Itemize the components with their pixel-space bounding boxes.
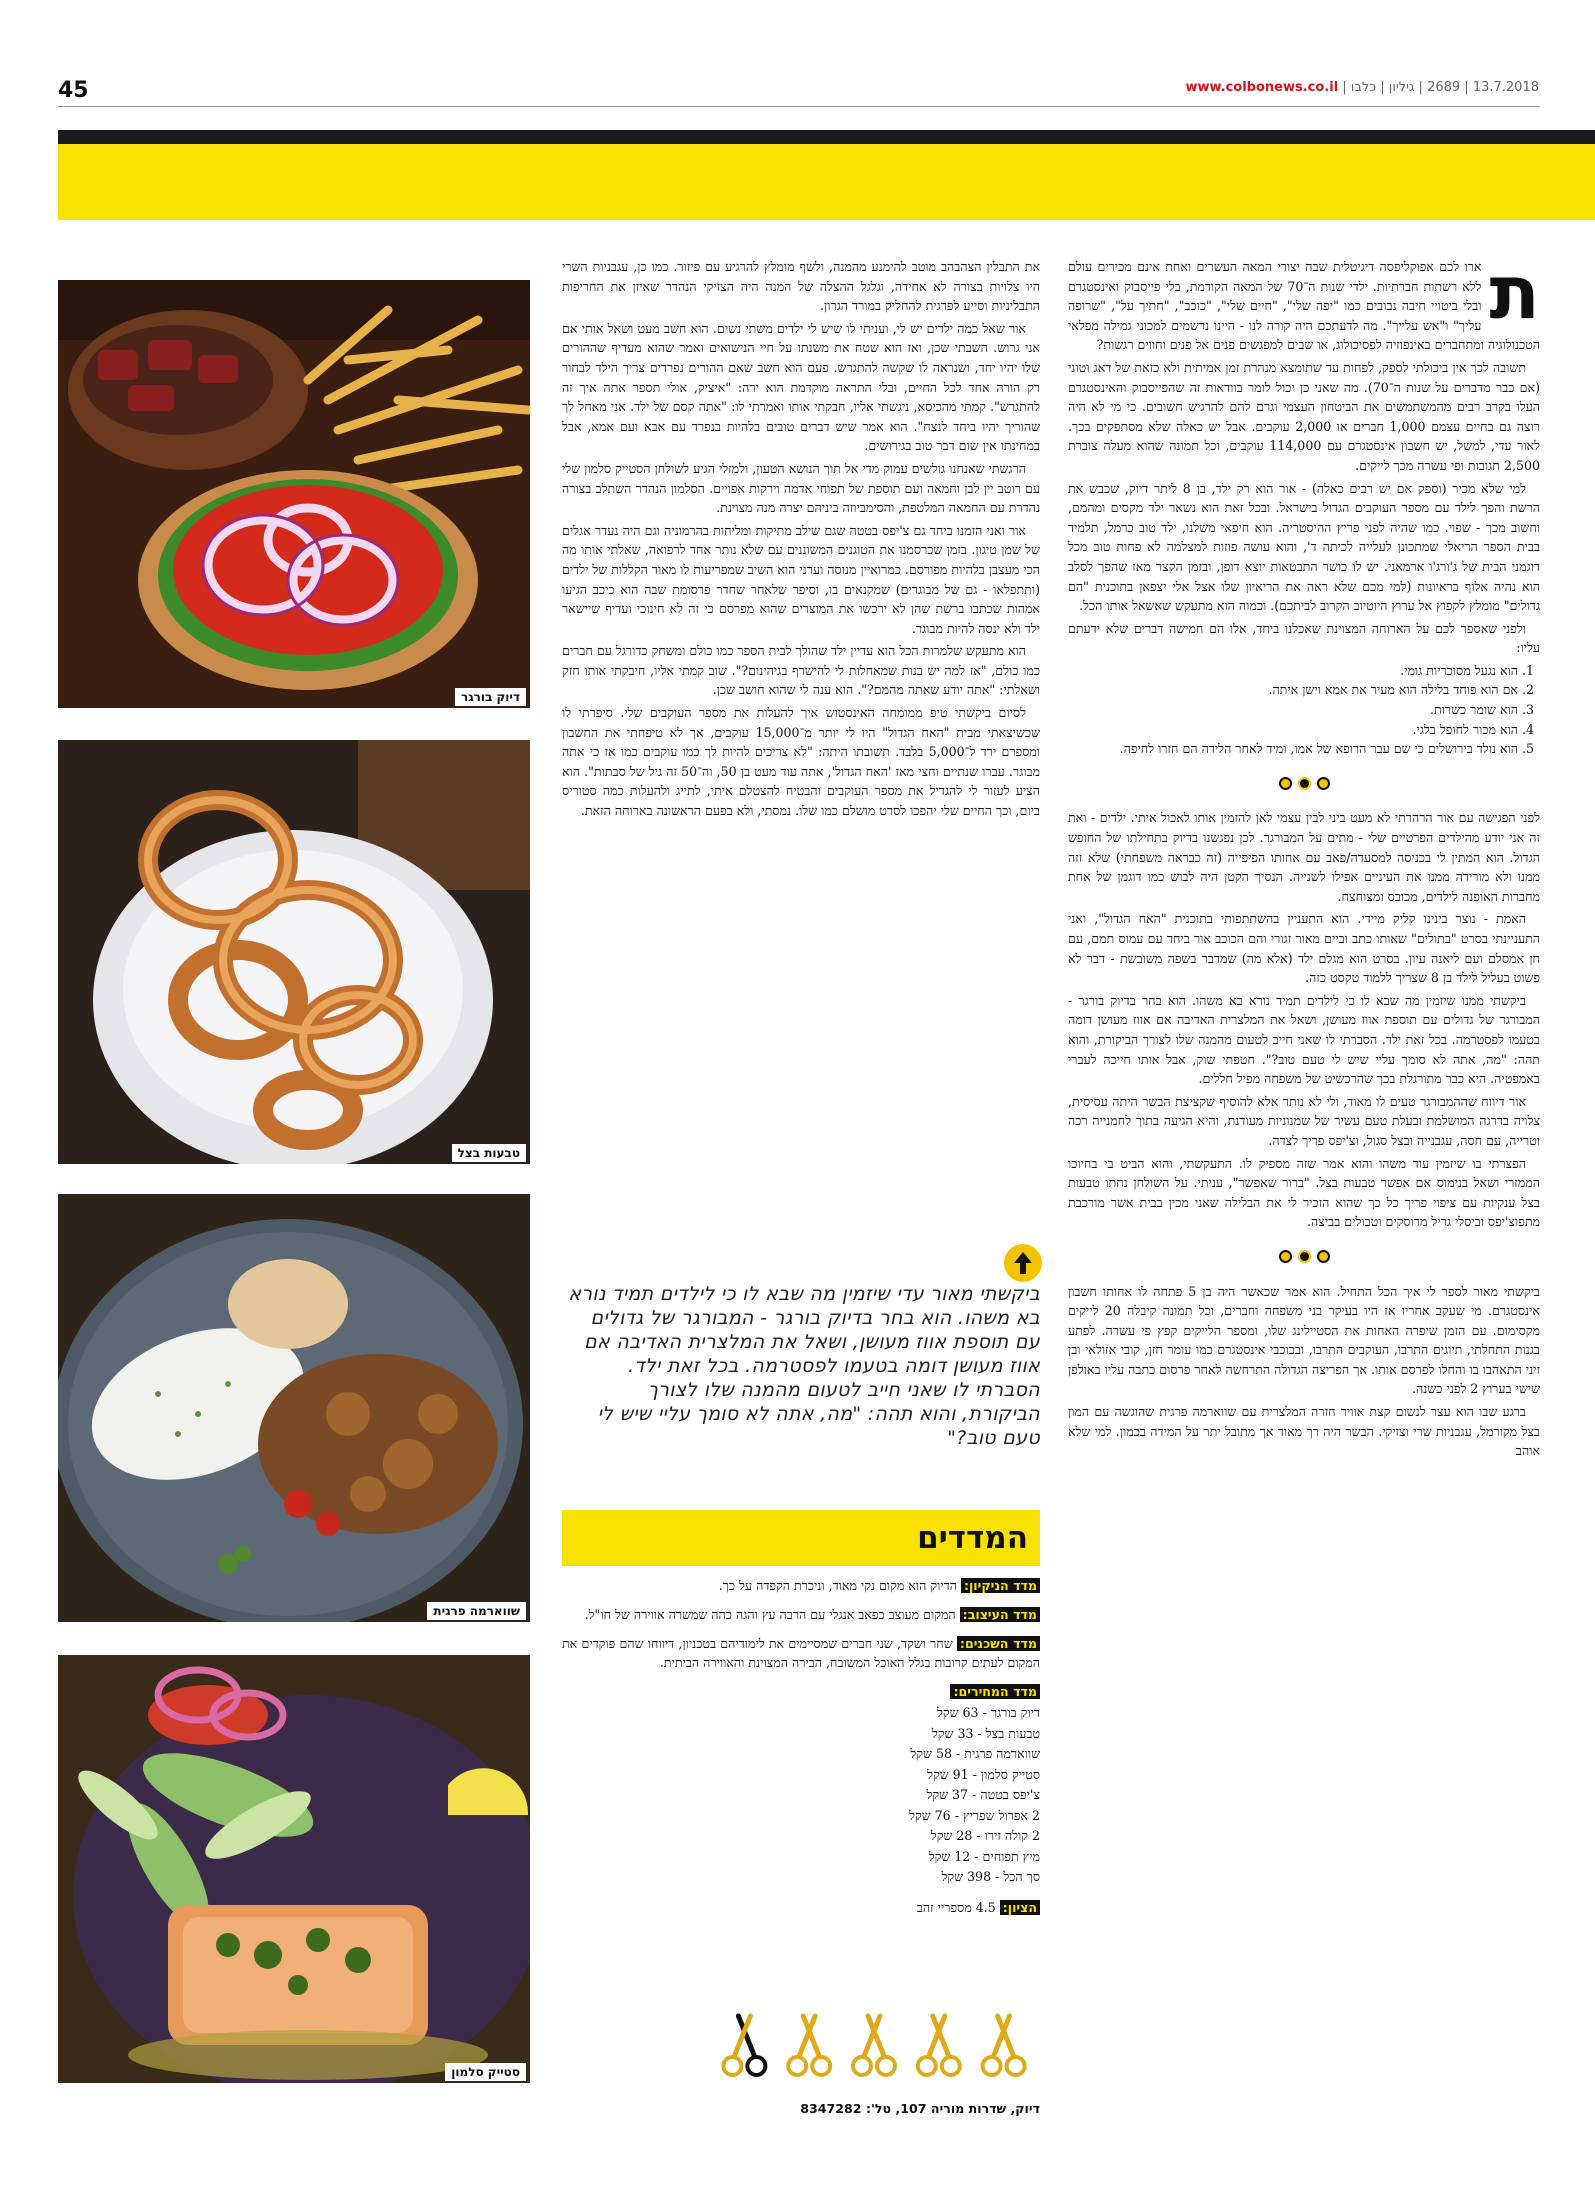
issue-meta: 13.7.2018 | 2689 | גיליון | כלבו xyxy=(1350,80,1539,95)
paragraph: את התבלין הצהבהב מוטב להימנע מהמנה, ולשף מומלץ להרגיע עם פיזור. כמו כן, עגבניות השרי היו צלויות בצורה לא אחידה, וגלגל ההצלה של המנה היה הצזיקי הנהדר שאיזן את החריפות התבליניות וסייע לפרגית להחליק במורד הגרון. xyxy=(562,259,1040,314)
drop-cap: ת xyxy=(1489,250,1540,336)
rating-score xyxy=(562,1898,1040,1917)
paragraph: הפצרתי בו שיזמין עוד משהו והוא אמר שזה מספיק לו. התעקשתי, והוא הביט בי בחיוכו הממזרי ושאל בנימוס אם אפשר טבעות בצל. "ברור שאפשר", עניתי. על השולחן נחתו טבעות בצל ענקיות עם ציפוי פריך כל כך שהוא הזכיר לי את הבלילה שאני מכין בבית אשר מורכבת מתפוצ'יפס וביסלי גריל מרוסקים וטבולים בביצה. xyxy=(1068,1155,1540,1230)
paragraph: ביקשתי מאור לספר לי איך הכל התחיל. הוא אמר שכאשר היה בן 5 פתחה לו אחותו חשבון אינסטגרם. מי שעקב אחריו אז היו בעיקר בני משפחה וחברים, וכל תמונה קיבלה 20 לייקים מקסימום. עם הזמן שיפרה האחות את הסטיילינג שלו, ומספר הלייקים קפץ פי עשרה. לפתע בגנות התחלתי, תיוגים התרבו, העוקבים התרבו, ובכוכבי אינסטגרם כמו עומר חזן, קובי אזולאי ובן זיני התאהבו בו והחלו לפרסם אותו. אך הפריצה הגדולה התרחשה לאחר פרסום כתבה עליו באולפן שישי בערוץ 2 לפני כשנה. xyxy=(1068,1283,1540,1397)
photo-caption: דיוק בורגר xyxy=(455,688,526,706)
separator-dot-icon xyxy=(1298,1250,1311,1263)
rating-label: הציון: xyxy=(1000,1900,1040,1915)
paragraph: למי שלא מכיר (וספק אם יש רבים כאלה) - אור הוא רק ילד, בן 8 ליתר דיוק, שכבש את הרשת והפך לילד עם מספר העוקבים הגדול בישראל. ובכל זאת הוא נשאר ילד מקסים ומהמם, וחשוב מכך - שפוי. כמו שהיה לפני פריץ ההיסטריה. הוא חיפאי משלנו, ילד טוב כרמל, תלמיד בבית הספר הריאלי שמתכונן לעלייה לכיתה ד', והוא עושה פוזות למצלמה לא פחות טוב מכל דוגמני הבית של ג'ורג'ו ארמאני. יש לו כושר התבטאות יוצא דופן, ובזמן הקצר מאז שהפך לסלב הוא נהיה אלוף בראיונות (למי מכם שלא ראה את הריאיון שלו אצל אלי יצפאן בתוכנית "הם גדולים" מומלץ לקפוץ אל ערוץ היוטיוב הקרוב לביתכם). וכמוה הוא מתעקש שאשאל אותו הכל. xyxy=(1068,480,1540,614)
separator-dot-icon xyxy=(1317,777,1330,790)
photo-salmon xyxy=(58,1655,530,2083)
burger-and-fries-photo xyxy=(58,280,530,708)
rating-text: הדיוק הוא מקום נקי מאוד, וניכרת הקפדה על כך. xyxy=(718,1578,957,1593)
separator-dot-icon xyxy=(1279,777,1292,790)
paragraph: אור שאל כמה ילדים יש לי, ועניתי לו שיש לי ילדים משתי נשים. הוא חשב מעט ושאל אותי אם אני גרוש. השבתי שכן, ואז הוא שטח את משנתו על חיי הנישואים ואמר שהוא מעדיף שההורים שלו יהיו יחד, ושנראה לו שקשה להתגרש. פעם הוא חשב שאם ההורים נפרדים צריך הילד לבחור רק הורה אחד לכל החיים, ובלי התראה מוקדמת הוא ירה: "איציק, אולי תספר אתה איך זה להתגרש". קמתי מהכיסא, ניגשתי אליו, חבקתי אותו ואמרתי לו: "אתה קסם של ילד. אני מאחל לך שהוריך יהיו ביחד לנצח". הוא אמר שיש דברים טובים בלהיות בנפרד עם אבא ועם אמא, אבל במחינתו אין שום דבר טוב בגירושים. xyxy=(562,320,1040,454)
photo-shawarma xyxy=(58,1194,530,1622)
rating-neighbors xyxy=(562,1634,1040,1672)
quote-arrow-icon xyxy=(1004,1244,1042,1282)
list-item: 2. אם הוא פוחד בלילה הוא מעיר את אמא וישן איתה. xyxy=(1068,680,1518,700)
list-item: 3. הוא שומר כשרות. xyxy=(1068,700,1518,720)
rating-label: מדד העיצוב: xyxy=(960,1607,1040,1622)
photo-burger xyxy=(58,280,530,708)
shawarma-plate-photo xyxy=(58,1194,530,1622)
paragraph: הרגשתי שאנחנו גולשים עמוק מדי אל תוך הנושא הטעון, ולמזלי הגיע לשולחן הסטייק סלמון שלי עם רוטב יין לבן וחמאה ועם תוספת של תפוחי אדמה וירקות אפויים. הסלמון הנהדר השתלב בצורה נהדרת עם החמאה המלטפת, והסימביוזה ביניהם יצרה מנה מצוינת. xyxy=(562,460,1040,516)
scissors-icon xyxy=(788,2016,830,2075)
banner-dark-stripe xyxy=(58,130,1595,144)
paragraph: לסיום ביקשתי טיפ ממומחה האינסטוש איך להעלות את מספר העוקבים שלי. סיפרתי לו שכשיצאתי מבית "האח הגדול" היו לי יותר מ־15,000 עוקבים, אך לא טיפחתי את החשבון ומספרם ירד ל־5,000 בלבד. תשובתו היתה: "לא צריכים להיות לך כמו עוקבים כמו אז כי אתה מבוגר. עברו שנתיים וחצי מאז 'האח הגדול', אתה עוד מעט בן 50, וה־50 זה גיל של סבתות". הוא הציע לעזור לי להגדיל את מספר העוקבים והבטיח להצטלם איתי, לתייג ולהעלות כמה סטוריס ביום, וכך החיים שלי יהפכו לסרט מושלם כמו שלו. נמסתי, ולא בפעם הראשונה בארוחה הזאת. xyxy=(562,705,1040,819)
rating-design xyxy=(562,1605,1040,1624)
facts-list xyxy=(1068,661,1540,759)
separator-dot-icon xyxy=(1298,777,1311,790)
price-item: מיץ תפוחים - 12 שקל xyxy=(928,1848,1040,1864)
paragraph: האמת - נוצר בינינו קליק מיידי. הוא התעניין בהשתתפותי בתוכנית "האח הגדול", ואני התעניינתי בסרט "בתולים" שאותו כתב וביים מאור זגורי והם הכוכב אור ביחד עם עמוס תמם, עם חן אמסלם ועם ליאנה עיון. בסרט הוא מגלם ילד (אלא מה) שמדבר בשפה משובשת - דבר לא פשוט בעליל לילד בן 8 שצריך ללמוד טקסט כזה. xyxy=(1068,911,1540,986)
list-item: 5. הוא נולד בירושלים כי שם עבר הרופא של אמו, ומיד לאחר הלידה הם חזרו לחיפה. xyxy=(1068,739,1518,759)
photo-caption: סטייק סלמון xyxy=(445,2063,526,2081)
restaurant-address: דיוק, שדרות מוריה 107, טל': 8347282 xyxy=(800,2101,1040,2116)
rating-text: המקום מעוצב כפאב אנגלי עם הרבה עץ והגה כהה שמשרה אווירה של חו"ל. xyxy=(584,1607,956,1622)
separator-dot-icon xyxy=(1317,1250,1330,1263)
price-item: שווארמה פרגית - 58 שקל xyxy=(910,1746,1040,1761)
paragraph: ברגע שבו הוא עצר לנשום קצת אוויר חזרה המלצרית עם שווארמה פרגית שהוגשה עם המון בצל מקורמל, עגבניות שרי וצזיקי. הבשר היה רך מאוד אך מתובל יתר על המידה בכמון. למי שלא אוהב xyxy=(1068,1404,1540,1459)
list-item: 1. הוא נגעל מסוכריות גומי. xyxy=(1068,661,1518,681)
header-meta: 13.7.2018 | 2689 | גיליון | כלבו | www.colbonews.co.il xyxy=(1185,80,1539,95)
banner-yellow xyxy=(58,144,1595,220)
paragraph: הוא מתעקש שלמרות הכל הוא עדיין ילד שהולך לבית הספר כמו כולם ומשחק כדורגל עם חברים כמו כולם, "אז למה יש בנות שמאחלות לי להישרף בגיהינום?". שוב קמתי אליו, חיבקתי אותו חזק ושאלתי: "אתה יודע שאתה מהמם?". הוא ענה לי שהוא חושב שכן. xyxy=(562,643,1040,698)
price-item: צ'יפס בטטה - 37 שקל xyxy=(926,1787,1040,1802)
score-scissors-icons xyxy=(712,2012,1036,2080)
ratings-box xyxy=(562,1510,1040,1917)
paragraph: ביקשתי ממנו שיזמין מה שבא לו כי לילדים תמיד נורא בא משהו. הוא בחר בדיוק בורגר - המבורגר של גדולים עם תוספת אווז מעושן, ושאל את המלצרית האדיבה אם אווז מעושן דומה בטעמו לפסטרמה. בכל זאת ילד. הסברתי לו שאני חייב לטעום מהמנה שלו לצורך הביקורת, והוא תהה: "מה, אתה לא סומך עליי שיש לי טעם טוב?". חטפתי שוק, אבל אותו חייכה לעברי באמפטיה. היא כבר מתורגלת בכך שהרכשיט של משפחה מפיל חללים. xyxy=(1068,992,1540,1087)
separator-dot-icon xyxy=(1279,1250,1292,1263)
scissors-icon xyxy=(723,2016,765,2075)
paragraph: ולפני שאספר לכם על הארוחה המצוינת שאכלנו ביחד, אלו הם חמישה דברים שלא ידעתם עליו: xyxy=(1068,620,1540,656)
list-item: 4. הוא מכור לחופל בלגי. xyxy=(1068,720,1518,740)
paragraph: אור דיווח שההמבורגר טעים לו מאוד, ולי לא נותר אלא להוסיף שקציצת הבשר היתה עסיסית, צלויה בדרגה המושלמת ובעלת טעם עשיר של שמנוניות מעודנת, והיא הגיעה בתוך לחמנייה רכה וטרייה, עם חסה, עגבנייה ובצל סגול, וצ'יפס פריך לצדה. xyxy=(1068,1093,1540,1148)
pull-quote: ביקשתי מאור עדי שיזמין מה שבא לו כי לילדים תמיד נורא בא משהו. הוא בחר בדיוק בורגר - המבורגר של גדולים עם תוספת אווז מעושן, ושאל את המלצרית האדיבה אם אווז מעושן דומה בטעמו לפסטרמה. בכל זאת ילד. הסברתי לו שאני חייב לטעום מהמנה שלו לצורך הביקורת, והוא תהה: "מה, אתה לא סומך עליי שיש לי טעם טוב?" xyxy=(568,1283,1040,1449)
onion-rings-photo xyxy=(58,740,530,1164)
photo-caption: שווארמה פרגית xyxy=(427,1602,526,1620)
scissors-icon xyxy=(853,2016,895,2075)
scissors-icon xyxy=(983,2016,1025,2075)
paragraph: לפני הפגישה עם אור הרהרתי לא מעט ביני לבין עצמי לאן להזמין אותו לאכול איתי. ילדים - ואת זה אני יודע מהילדים הפרטיים שלי - מתים על המבורגר. לכן נפגשנו בדיוק בתחילתו של החופש הגדול. הוא המתין לי בכניסה למסעדה/פאב עם אחותו הפיפייה (זה כבראה משפחתי) שלא זזה ממנו ולא מורידה ממנו את העיניים אפילו לשנייה. הנסיך הקטן היה לבוש כמו דוגמן של אחת מחברות האופנה לילדים, מכובס ומצוחצח. xyxy=(1068,810,1540,904)
price-item: 2 אפרול שפריץ - 76 שקל xyxy=(909,1807,1040,1823)
rating-text: שחר ושקד, שני חברים שמסיימים את לימודיהם בטכניון, דיווחו שהם פוקדים את המקום לעתים קרובות בגלל האוכל המשובח, הבירה המצוינת והאווירה הביתית. xyxy=(562,1636,1040,1670)
scissors-icon xyxy=(918,2016,960,2075)
photo-caption: טבעות בצל xyxy=(452,1144,526,1162)
paragraph: ארו לכם אפוקליפסה דיגיטלית שבה יצורי המאה העשרים ואחת אינם מכירים עולם ללא רשתות חברתיות. ילדי שנות ה־70 של המאה הקודמת, בלי פייסבוק ואינסטגרם ובלי ביטויי חיבה נבובים כמו "יפה שלי", "חיים שלי", "כוכב", "חתיך על", "שרופה עליך" ו"אש עלייך". מה לדעתכם היה קורה לנו - היינו נרשמים למכוני גמילה מפלאי הטכנולוגיה ומתחברים באינפוזיה לפסיכולוג, או שבים למפגשים פנים אל פנים וחווים רגשות? xyxy=(1068,259,1540,353)
price-item: דיוק בורגר - 63 שקל xyxy=(936,1705,1040,1720)
article-column-right xyxy=(1068,250,1540,1464)
rating-label: מדד המחירים: xyxy=(950,1684,1040,1699)
price-item: טבעות בצל - 33 שקל xyxy=(931,1725,1040,1741)
price-list xyxy=(562,1703,1040,1888)
rating-text: 4.5 מספריי זהב xyxy=(916,1899,996,1915)
paragraph: תשובה לכך אין ביכולתי לספק, לפחות עד שתומצא מנהרת זמן אמיתית ולא כזאת של דאג וטוני (אם כבר מדברים על שנות ה־70). מה שאני כן יכול לומר בוודאות זה שהפייסבוק והאינסטגרם העלו בקרב רבים מהמשתמשים את הביטחון העצמי וגרם להם להרגיש חשובים. כי מי לא היה רוצה גם בחיים עצמם 1,000 חברים או 2,000 עוקבים. אבל יש כאלה שלא מסתפקים בכך. לאור עדי, למשל, יש חשבון אינסטגרם עם 114,000 עוקבים, וכל תמונה שהוא מעלה צוברת 2,500 תגובות ופי עשרה מכך לייקים. xyxy=(1068,359,1540,473)
rating-prices xyxy=(562,1682,1040,1888)
paragraph: אור ואני הזמנו ביחד גם צ'יפס בטטה שגם שילב מתיקות ומליחות בהרמוניה וגם היה נעדר אגלים של שמן טיגון. בזמן שכרסמנו את הטוגנים המשוננים עם שלא נותר אחד לרפואה, שאלתי אותו מה הכי מעצבן בלהיות מפורסם. כמרואיין מנוסה וערני הוא השיב שמפריעות לו מאוד הקללות של ילדים (ותתפלאו - גם של מבוגרים) שמקנאים בו, וסיפר שלאחר שחדר פרסומת שבה הוא כיכב הגיעו אמהות שכתבו ברשת שהן לא ירכשו את המוצרים שהוא מפרסם כי זה לא חינוכי ועדיף שיישאר ילד ולא ינסה להיות מבוגר. xyxy=(561,522,1040,636)
rating-label: מדד הניקיון: xyxy=(961,1578,1040,1593)
section-separator xyxy=(1068,773,1540,793)
section-separator xyxy=(1068,1246,1540,1266)
rating-cleanliness xyxy=(562,1576,1040,1595)
header-rule xyxy=(58,106,1540,107)
price-item: סטייק סלמון - 91 שקל xyxy=(927,1766,1040,1782)
price-item: סך הכל - 398 שקל xyxy=(941,1869,1040,1884)
photo-onion-rings xyxy=(58,740,530,1164)
price-item: 2 קולה זירו - 28 שקל xyxy=(930,1828,1040,1843)
site-link[interactable]: www.colbonews.co.il xyxy=(1185,80,1339,95)
ratings-title: המדדים xyxy=(562,1510,1040,1566)
page-number: 45 xyxy=(58,78,89,103)
article-column-left xyxy=(562,257,1040,824)
rating-label: מדד השכנים: xyxy=(957,1636,1040,1651)
salmon-salad-photo xyxy=(58,1655,530,2083)
